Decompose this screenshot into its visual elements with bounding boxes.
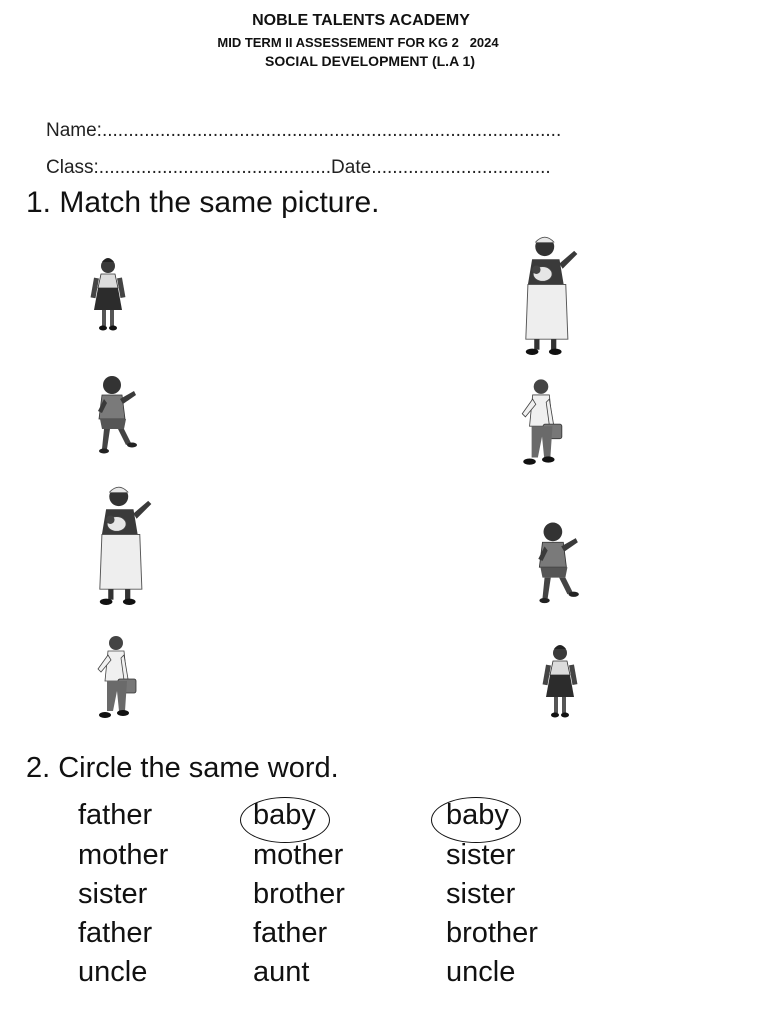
father-with-briefcase-figure-right[interactable]: [516, 372, 566, 470]
word-cell[interactable]: brother: [446, 917, 538, 949]
answer-circle: [431, 797, 521, 843]
word-cell[interactable]: mother: [78, 839, 169, 871]
subject-title: SOCIAL DEVELOPMENT (L.A 1): [264, 53, 475, 69]
exam-title: MID TERM II ASSESSEMENT FOR KG 2 2024: [217, 35, 499, 50]
word-cell[interactable]: father: [78, 799, 153, 831]
question-1-prompt: 1. Match the same picture.: [26, 186, 380, 219]
school-name: NOBLE TALENTS ACADEMY: [252, 12, 470, 29]
class-date-field[interactable]: Class:............................................Date..................................: [46, 157, 551, 178]
word-cell[interactable]: sister: [78, 878, 148, 910]
word-cell[interactable]: aunt: [253, 956, 310, 988]
word-cell[interactable]: baby: [446, 799, 509, 831]
word-cell[interactable]: mother: [253, 839, 344, 871]
word-cell[interactable]: brother: [253, 878, 345, 910]
word-cell[interactable]: sister: [446, 839, 516, 871]
mother-with-baby-figure-right[interactable]: [516, 234, 584, 356]
word-cell[interactable]: sister: [446, 878, 516, 910]
word-cell[interactable]: uncle: [446, 956, 516, 988]
question-2-prompt: 2. Circle the same word.: [26, 752, 339, 784]
name-field[interactable]: Name:.......................................................................................: [46, 120, 562, 141]
word-cell[interactable]: uncle: [78, 956, 148, 988]
mother-with-baby-figure-left[interactable]: [90, 484, 158, 606]
boy-figure-right[interactable]: [530, 516, 582, 608]
answer-circle: [240, 797, 330, 843]
father-with-briefcase-figure-left[interactable]: [92, 628, 140, 724]
schoolgirl-figure-left[interactable]: [88, 252, 128, 336]
boy-figure-left[interactable]: [90, 370, 140, 458]
word-cell[interactable]: father: [78, 917, 153, 949]
word-cell[interactable]: father: [253, 917, 328, 949]
word-cell[interactable]: baby: [253, 799, 316, 831]
schoolgirl-figure-right[interactable]: [540, 638, 580, 724]
